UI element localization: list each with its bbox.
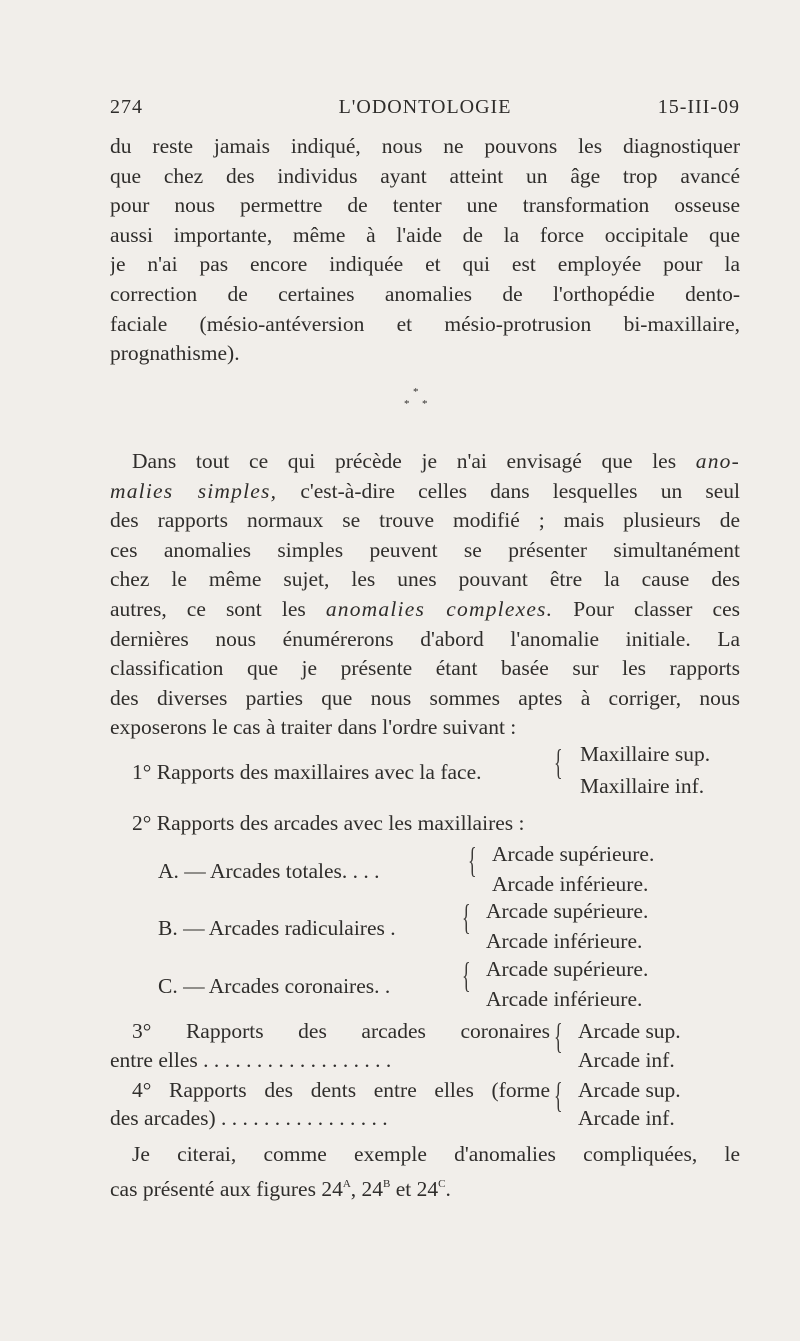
list-item-1 <box>132 760 481 785</box>
list-option: Arcade supérieure. <box>486 899 649 923</box>
separator-star: * <box>413 386 419 398</box>
text-line: dernières nous énumérerons d'abord l'anomalie initiale. La <box>110 626 740 651</box>
list-item-2 <box>132 811 524 836</box>
text-segment: et 24 <box>390 1176 439 1201</box>
list-item-4-continuation: des arcades) . . . . . . . . . . . . . . . . <box>110 1106 388 1130</box>
list-number: 2° <box>132 811 152 835</box>
journal-title: L'ODONTOLOGIE <box>338 96 512 118</box>
brace: { <box>554 1016 563 1056</box>
italic-term: malies simples, <box>110 478 278 503</box>
text-segment: Pour classer ces <box>553 596 740 621</box>
paragraph-1 <box>110 132 740 369</box>
list-option: Arcade inf. <box>578 1048 675 1072</box>
text-line: correction de certaines anomalies de l'orthopédie dento- <box>110 281 740 306</box>
text-line: prognathisme). <box>110 341 240 366</box>
text-line: ces anomalies simples peuvent se présenter simultanément <box>110 537 740 562</box>
text-line: des diverses parties que nous sommes aptes à corriger, nous <box>110 685 740 710</box>
brace: { <box>554 1075 563 1115</box>
text-line <box>110 447 740 477</box>
text-segment: , 24 <box>350 1176 384 1201</box>
text-line: pour nous permettre de tenter une transformation osseuse <box>110 193 740 218</box>
text-line: chez le même sujet, les unes pouvant être la cause des <box>110 567 740 592</box>
brace: { <box>468 840 477 880</box>
closing-paragraph <box>110 1140 740 1204</box>
brace: { <box>462 897 471 937</box>
italic-term: anomalies complexes. <box>325 596 554 621</box>
superscript: C <box>438 1177 446 1190</box>
list-option: Maxillaire inf. <box>580 774 705 798</box>
list-option: Arcade inf. <box>578 1106 675 1130</box>
list-option: Arcade sup. <box>578 1078 681 1102</box>
separator-star: * <box>404 398 410 410</box>
list-label: Rapports des arcades avec les maxillaires : <box>156 811 525 835</box>
text-line <box>110 1170 740 1205</box>
text-line: faciale (mésio-antéversion et mésio-protrusion bi-maxillaire, <box>110 311 740 336</box>
list-option: Maxillaire sup. <box>580 742 711 766</box>
text-line: des rapports normaux se trouve modifié ; mais plusieurs de <box>110 508 740 533</box>
running-head <box>110 96 740 126</box>
list-option: Arcade sup. <box>578 1019 681 1043</box>
paragraph-2 <box>110 447 740 743</box>
brace: { <box>554 742 563 782</box>
sublist-label: A. — Arcades totales. . . . <box>158 859 380 883</box>
sublist-label: B. — Arcades radiculaires . <box>158 916 396 940</box>
text-segment: Dans tout ce qui précède je n'ai envisagé que les <box>132 449 696 473</box>
text-line <box>110 477 740 507</box>
text-line <box>110 595 740 625</box>
text-segment: autres, ce sont les <box>110 596 326 621</box>
list-option: Arcade inférieure. <box>492 872 649 896</box>
text-line: du reste jamais indiqué, nous ne pouvons les diagnostiquer <box>110 134 740 158</box>
text-line: classification que je présente étant basée sur les rapports <box>110 656 740 681</box>
list-number: 1° <box>132 760 152 784</box>
text-segment: c'est-à-dire celles dans lesquelles un seul <box>277 478 740 503</box>
brace: { <box>462 955 471 995</box>
text-line: aussi importante, même à l'aide de la force occipitale que <box>110 222 740 247</box>
issue-date: 15-III-09 <box>657 96 740 118</box>
list-item-3-continuation: entre elles . . . . . . . . . . . . . . . . . . <box>110 1048 392 1072</box>
page-number: 274 <box>110 96 143 118</box>
list-option: Arcade inférieure. <box>486 929 643 953</box>
sublist-label: C. — Arcades coronaires. . <box>158 974 391 998</box>
text-line: que chez des individus ayant atteint un âge trop avancé <box>110 163 740 188</box>
superscript: A <box>342 1177 351 1190</box>
list-label: Rapports des maxillaires avec la face. <box>156 760 482 784</box>
separator-star: * <box>422 398 428 410</box>
list-option: Arcade inférieure. <box>486 987 643 1011</box>
text-segment: . <box>445 1176 451 1201</box>
list-item-3: 3° Rapports des arcades coronaires <box>132 1019 550 1043</box>
text-segment: cas présenté aux figures 24 <box>110 1176 343 1201</box>
text-line: Je citerai, comme exemple d'anomalies compliquées, le <box>132 1142 740 1166</box>
text-line: exposerons le cas à traiter dans l'ordre suivant : <box>110 715 517 740</box>
list-option: Arcade supérieure. <box>492 842 655 866</box>
section-separator <box>400 386 440 426</box>
italic-term: ano- <box>695 449 740 473</box>
list-option: Arcade supérieure. <box>486 957 649 981</box>
superscript: B <box>383 1177 391 1190</box>
text-line: je n'ai pas encore indiquée et qui est employée pour la <box>110 252 740 277</box>
list-item-4: 4° Rapports des dents entre elles (forme <box>132 1078 550 1102</box>
